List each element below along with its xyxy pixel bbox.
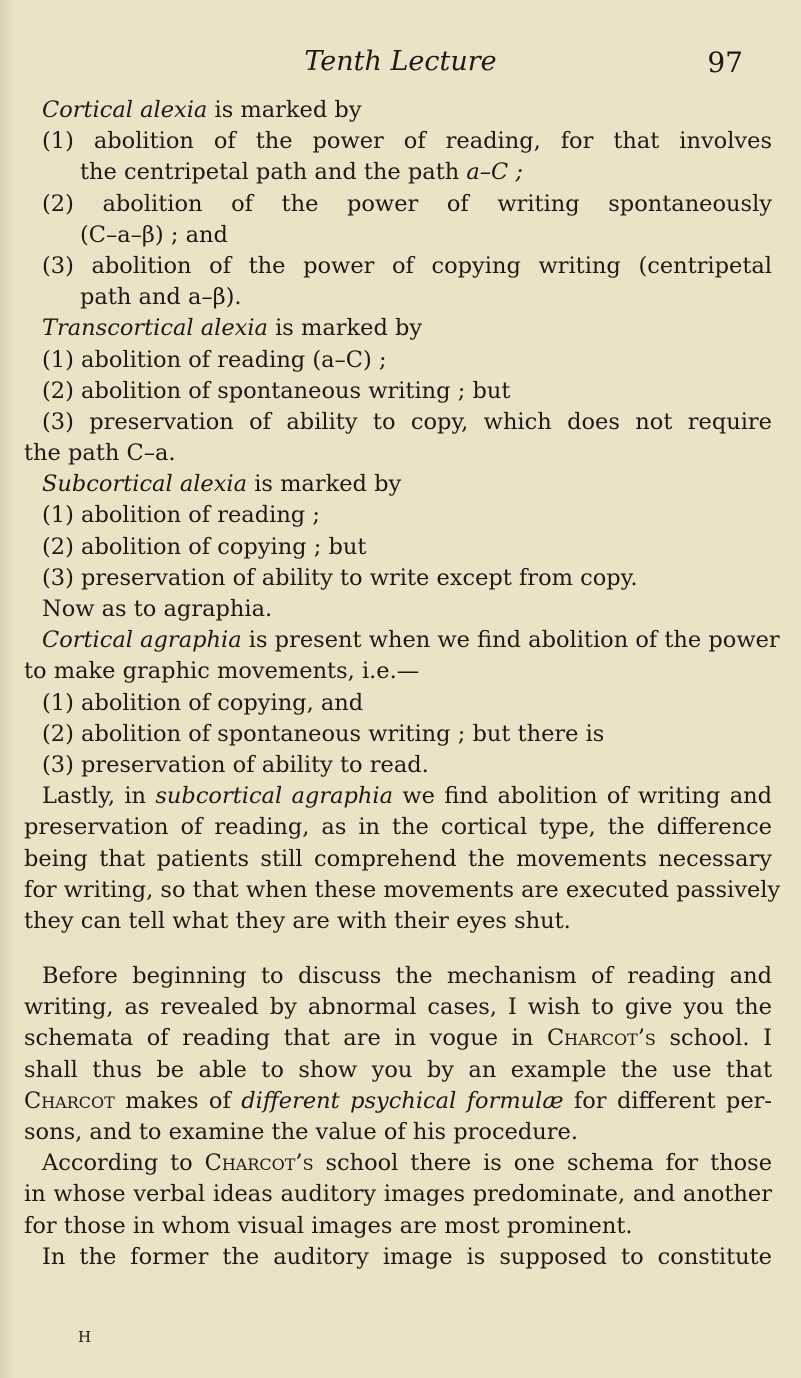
paragraph-line: they can tell what they are with their eyes shut. [24, 907, 571, 934]
running-title: Tenth Lecture [304, 46, 497, 77]
list-item: (2) abolition of copying ; but [42, 533, 367, 560]
list-item: (1) abolition of the power of reading, for that involves [42, 128, 772, 155]
list-item-continued: (C–a–β) ; and [80, 221, 228, 248]
gutter-shadow [0, 0, 14, 1378]
paragraph-line: In the former the auditory image is supposed to constitute [42, 1243, 772, 1270]
text-span: makes of [114, 1087, 242, 1114]
list-item: (1) abolition of reading ; [42, 502, 320, 529]
paragraph-line [24, 1023, 772, 1054]
paragraph-line [24, 1148, 772, 1179]
list-item-continued: path and a–β). [80, 284, 242, 311]
page-header [0, 46, 801, 86]
text-span: school there is one schema for those [313, 1150, 773, 1177]
paragraph-line [24, 469, 772, 500]
list-item: (3) preservation of ability to copy, which does not require [42, 408, 772, 435]
paragraph-line [24, 95, 772, 126]
paragraph-line: being that patients still comprehend the movements necessary [24, 845, 772, 872]
name-smallcaps: Charcot [24, 1087, 115, 1114]
list-item: (3) abolition of the power of copying writing (centripetal [42, 252, 772, 279]
term-emphasis: different psychical formulæ [241, 1087, 564, 1114]
section-gap [24, 937, 772, 961]
list-item: (2) abolition of spontaneous writing ; but there is [42, 720, 605, 747]
text-span: Lastly, in [42, 783, 156, 810]
text-span: is marked by [207, 97, 362, 123]
list-item-continued [24, 157, 772, 188]
paragraph-line: preservation of reading, as in the cortical type, the difference [24, 814, 772, 841]
text-span: for different per- [563, 1087, 772, 1114]
paragraph-line: for writing, so that when these movements are executed passively [24, 876, 781, 903]
list-item: (2) abolition of spontaneous writing ; but [42, 377, 511, 404]
list-item: (3) preservation of ability to write except from copy. [42, 564, 638, 591]
paragraph-line: Now as to agraphia. [42, 596, 273, 622]
term-emphasis: Transcortical alexia [42, 315, 268, 342]
formula-emphasis: a–C ; [466, 159, 524, 186]
term-emphasis: Cortical alexia [42, 97, 208, 123]
text-span: According to [42, 1150, 205, 1177]
paragraph-line [24, 625, 780, 656]
term-emphasis: Cortical agraphia [42, 627, 242, 654]
paragraph-line [24, 1086, 772, 1117]
paragraph-line [24, 313, 772, 344]
term-emphasis: subcortical agraphia [155, 783, 393, 810]
page-body [24, 95, 781, 1273]
text-span: we find abolition of writing and [393, 783, 773, 810]
list-item-continued: the path C–a. [24, 440, 176, 467]
text-span: the centripetal path and the path [80, 159, 467, 186]
paragraph-line: Before beginning to discuss the mechanism of reading and [42, 963, 772, 990]
list-item: (3) preservation of ability to read. [42, 751, 429, 778]
list-item: (1) abolition of copying, and [42, 689, 364, 716]
text-span: schemata of reading that are in vogue in [24, 1025, 547, 1052]
text-span: school. I [655, 1025, 772, 1052]
paragraph-line: to make graphic movements, i.e.— [24, 658, 420, 685]
paragraph-line: in whose verbal ideas auditory images predominate, and another [24, 1181, 772, 1208]
list-item: (2) abolition of the power of writing spontaneously [42, 190, 772, 217]
paragraph-line: shall thus be able to show you by an example the use that [24, 1056, 772, 1083]
text-span: is marked by [247, 471, 402, 498]
list-item: (1) abolition of reading (a–C) ; [42, 346, 387, 373]
paragraph-line [24, 781, 772, 812]
name-smallcaps: Charcot’s [546, 1025, 656, 1052]
text-span: is marked by [267, 315, 423, 342]
signature-mark: H [78, 1328, 93, 1346]
term-emphasis: Subcortical alexia [42, 471, 248, 498]
paragraph-line: for those in whom visual images are most prominent. [24, 1212, 633, 1239]
page-number: 97 [707, 46, 743, 79]
paragraph-line: sons, and to examine the value of his procedure. [24, 1119, 578, 1145]
text-span: is present when we find abolition of the power [241, 627, 780, 654]
name-smallcaps: Charcot’s [204, 1150, 314, 1177]
paragraph-line: writing, as revealed by abnormal cases, I wish to give you the [24, 994, 772, 1021]
